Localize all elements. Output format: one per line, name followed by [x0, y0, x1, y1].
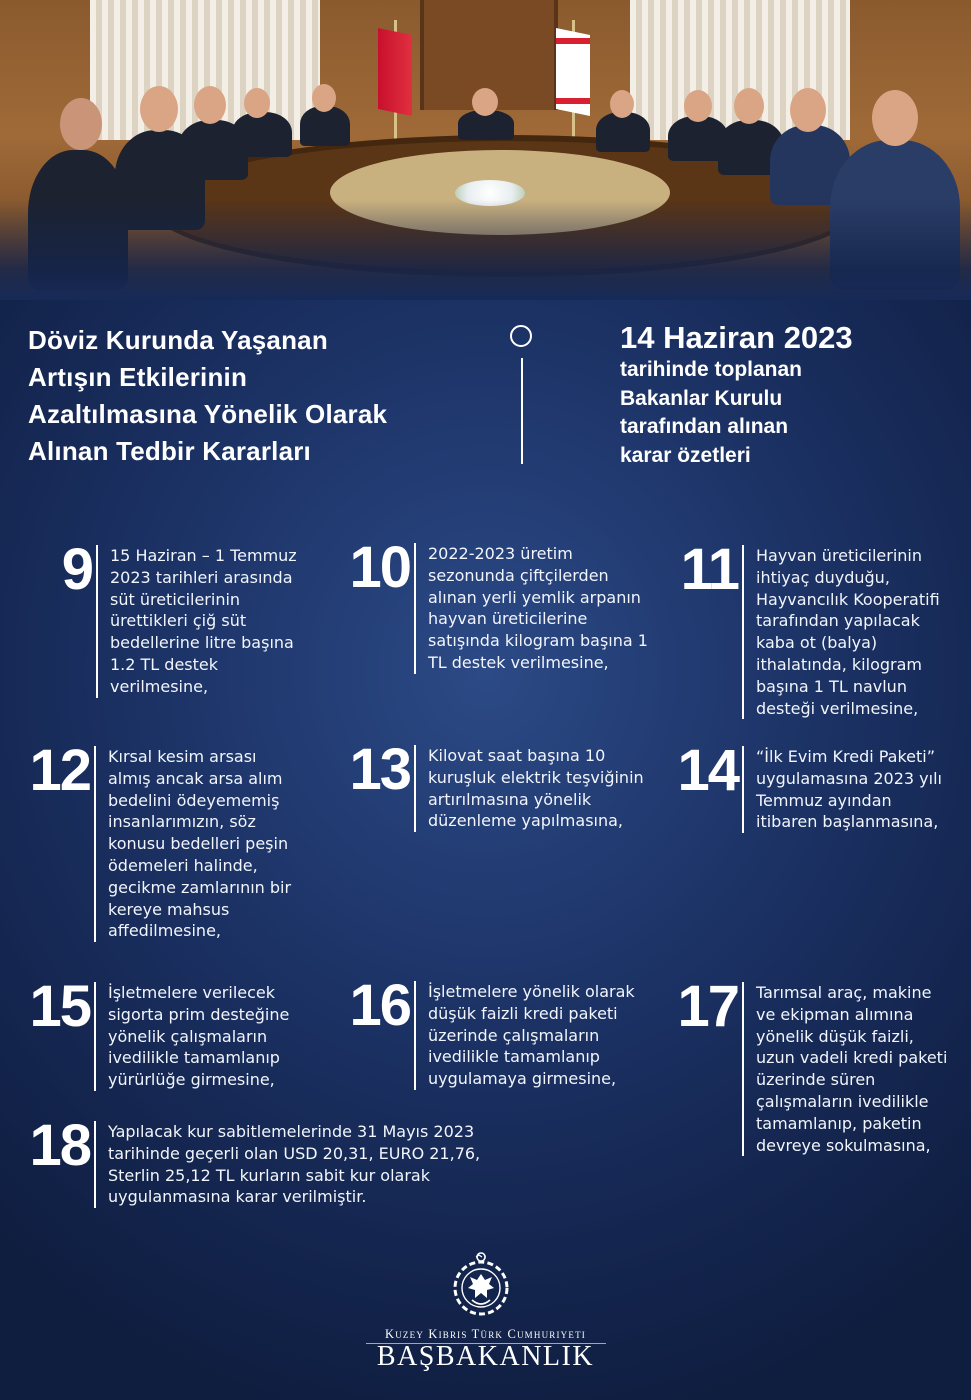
meeting-description — [620, 356, 920, 470]
government-name: Kuzey Kıbrıs Türk Cumhuriyeti — [385, 1327, 586, 1341]
decision-item-18 — [29, 1113, 504, 1208]
title-line: Alınan Tedbir Kararları — [28, 436, 311, 466]
decision-text: 2022-2023 üretim sezonunda çiftçilerden alınan yerli yemlik arpanın hayvan üreticilerine satışında kilogram başına 1 TL destek verilmesine, — [428, 544, 648, 672]
decision-divider — [742, 746, 744, 833]
decision-text: İşletmelere yönelik olarak düşük faizli kredi paketi üzerinde çalışmaların ivedilikle tamamlanıp uygulamaya girmesine, — [428, 982, 635, 1089]
date-sub-line: Bakanlar Kurulu — [620, 386, 783, 410]
kktc-coat-of-arms-icon — [448, 1252, 514, 1318]
decision-item-14 — [677, 738, 956, 833]
decision-divider — [94, 1121, 96, 1208]
decision-item-10 — [349, 535, 650, 674]
decision-item-17 — [677, 974, 952, 1156]
office-name: BAŞBAKANLIK — [376, 1341, 595, 1372]
decision-divider — [414, 745, 416, 832]
decision-divider — [414, 543, 416, 674]
turkish-flag — [378, 28, 412, 116]
date-sub-line: karar özetleri — [620, 443, 751, 467]
title-line: Artışın Etkilerinin — [28, 362, 248, 392]
decision-item-15 — [29, 974, 304, 1091]
divider-circle-icon — [510, 325, 532, 347]
decision-text: İşletmelere verilecek sigorta prim desteğine yönelik çalışmaların ivedilikle tamamlanıp yürürlüğe girmesine, — [108, 983, 290, 1090]
council-meeting-photo — [0, 0, 971, 300]
decision-text: Hayvan üreticilerinin ihtiyaç duyduğu, Hayvancılık Kooperatifi tarafından yapılacak kaba ot (balya) ithalatında, kilogram başına 1 TL navlun desteği verilmesine, — [756, 546, 940, 718]
decision-item-16 — [349, 973, 650, 1090]
title-line: Döviz Kurunda Yaşanan — [28, 325, 328, 355]
decision-text: “İlk Evim Kredi Paketi” uygulamasına 2023 yılı Temmuz ayından itibaren başlanmasına, — [756, 747, 942, 832]
date-sub-line: tarafından alınan — [620, 415, 789, 438]
decision-item-11 — [680, 537, 956, 719]
decision-number: 14 — [677, 738, 738, 803]
decision-number: 11 — [680, 537, 738, 602]
kktc-flag — [556, 28, 590, 116]
decision-text: 15 Haziran – 1 Temmuz 2023 tarihleri arasında süt üreticilerinin ürettikleri çiğ süt bedellerine litre başına 1.2 TL destek verilmesine, — [110, 546, 297, 696]
decision-number: 12 — [29, 738, 90, 803]
decision-text: Kilovat saat başına 10 kuruşluk elektrik teşviğinin artırılmasına yönelik düzenleme yapılmasına, — [428, 746, 644, 831]
decision-number: 13 — [349, 737, 410, 802]
date-sub-line: tarihinde toplanan — [620, 358, 803, 381]
decision-item-9 — [61, 537, 310, 698]
decision-number: 18 — [29, 1113, 90, 1178]
decision-number: 16 — [349, 973, 410, 1038]
page-title — [28, 322, 488, 470]
decision-divider — [94, 982, 96, 1091]
decision-divider — [742, 982, 744, 1156]
header-divider — [521, 358, 523, 464]
decision-divider — [96, 545, 98, 698]
decision-number: 9 — [61, 537, 92, 602]
decision-number: 17 — [677, 974, 738, 1039]
decision-number: 10 — [349, 535, 410, 600]
decision-divider — [742, 545, 744, 719]
meeting-date: 14 Haziran 2023 — [620, 320, 853, 355]
decision-item-13 — [349, 737, 650, 832]
decision-item-12 — [29, 738, 304, 942]
decision-text: Yapılacak kur sabitlemelerinde 31 Mayıs 2023 tarihinde geçerli olan USD 20,31, EURO 21,76, Sterlin 25,12 TL kurların sabit kur olarak uygulanmasına karar verilmiştir. — [108, 1122, 481, 1207]
decision-divider — [414, 981, 416, 1090]
decision-divider — [94, 746, 96, 942]
title-line: Azaltılmasına Yönelik Olarak — [28, 399, 388, 429]
decision-number: 15 — [29, 974, 90, 1039]
decision-text: Tarımsal araç, makine ve ekipman alımına yönelik düşük faizli, uzun vadeli kredi paketi üzerinde süren çalışmaların ivedilikle tamamlanıp, paketin devreye sokulmasına, — [756, 983, 948, 1155]
decision-text: Kırsal kesim arsası almış ancak arsa alım bedelini ödeyememiş insanlarımızın, söz konusu bedelleri peşin ödemeleri halinde, gecikme zamlarının bir kereye mahsus affedilmesine, — [108, 747, 292, 941]
